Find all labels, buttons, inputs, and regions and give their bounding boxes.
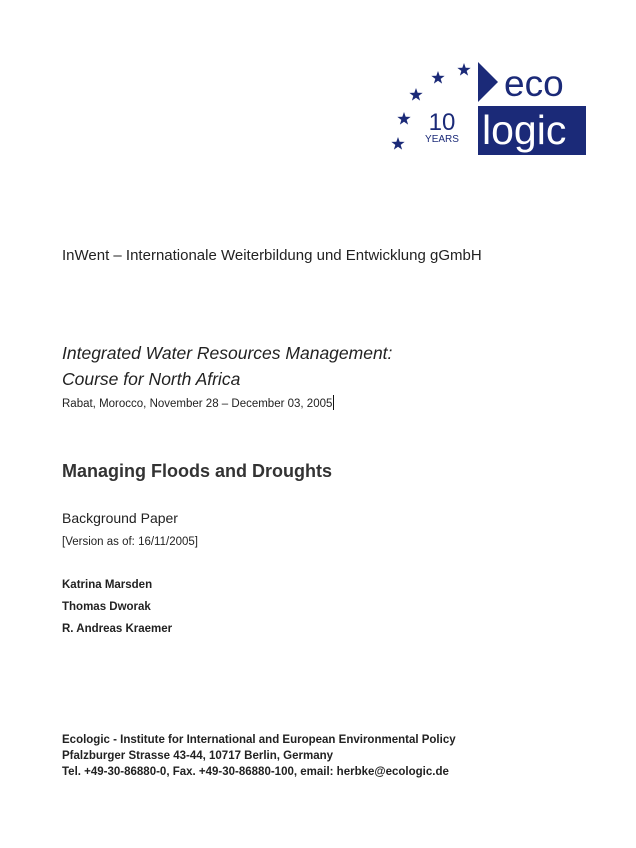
author-name: R. Andreas Kraemer [62, 623, 173, 635]
star-icon [457, 63, 470, 76]
course-place-date [62, 395, 334, 410]
course-title-line-1: Integrated Water Resources Management: [62, 343, 393, 363]
institute-contact: Tel. +49-30-86880-0, Fax. +49-30-86880-100, email: herbke@ecologic.de [62, 766, 449, 778]
course-title-line-2: Course for North Africa [62, 369, 241, 389]
ecologic-10-years-logo [386, 58, 590, 158]
logo-word-eco: eco [504, 63, 564, 104]
star-icon [391, 137, 404, 150]
author-name: Katrina Marsden [62, 579, 153, 591]
logo-triangle [478, 62, 498, 102]
logo-word-logic: logic [482, 107, 567, 153]
star-icon [431, 71, 444, 84]
course-place-date-text: Rabat, Morocco, November 28 – December 03, 2005 [62, 398, 333, 410]
author-list [62, 577, 172, 643]
institute-name: Ecologic - Institute for International and European Environmental Policy [62, 734, 456, 746]
years-number: 10 [428, 109, 456, 136]
course-title [62, 340, 392, 392]
star-icon [409, 88, 422, 101]
star-icon [397, 112, 410, 125]
institute-address: Pfalzburger Strasse 43-44, 10717 Berlin, Germany [62, 750, 334, 762]
author-name: Thomas Dworak [62, 601, 151, 613]
document-version: [Version as of: 16/11/2005] [62, 536, 198, 548]
institute-footer [62, 732, 456, 780]
organization-name: InWent – Internationale Weiterbildung und Entwicklung gGmbH [62, 247, 482, 264]
document-type: Background Paper [62, 510, 178, 526]
text-cursor [333, 395, 334, 410]
document-title: Managing Floods and Droughts [62, 461, 332, 481]
years-label: YEARS [425, 134, 459, 145]
